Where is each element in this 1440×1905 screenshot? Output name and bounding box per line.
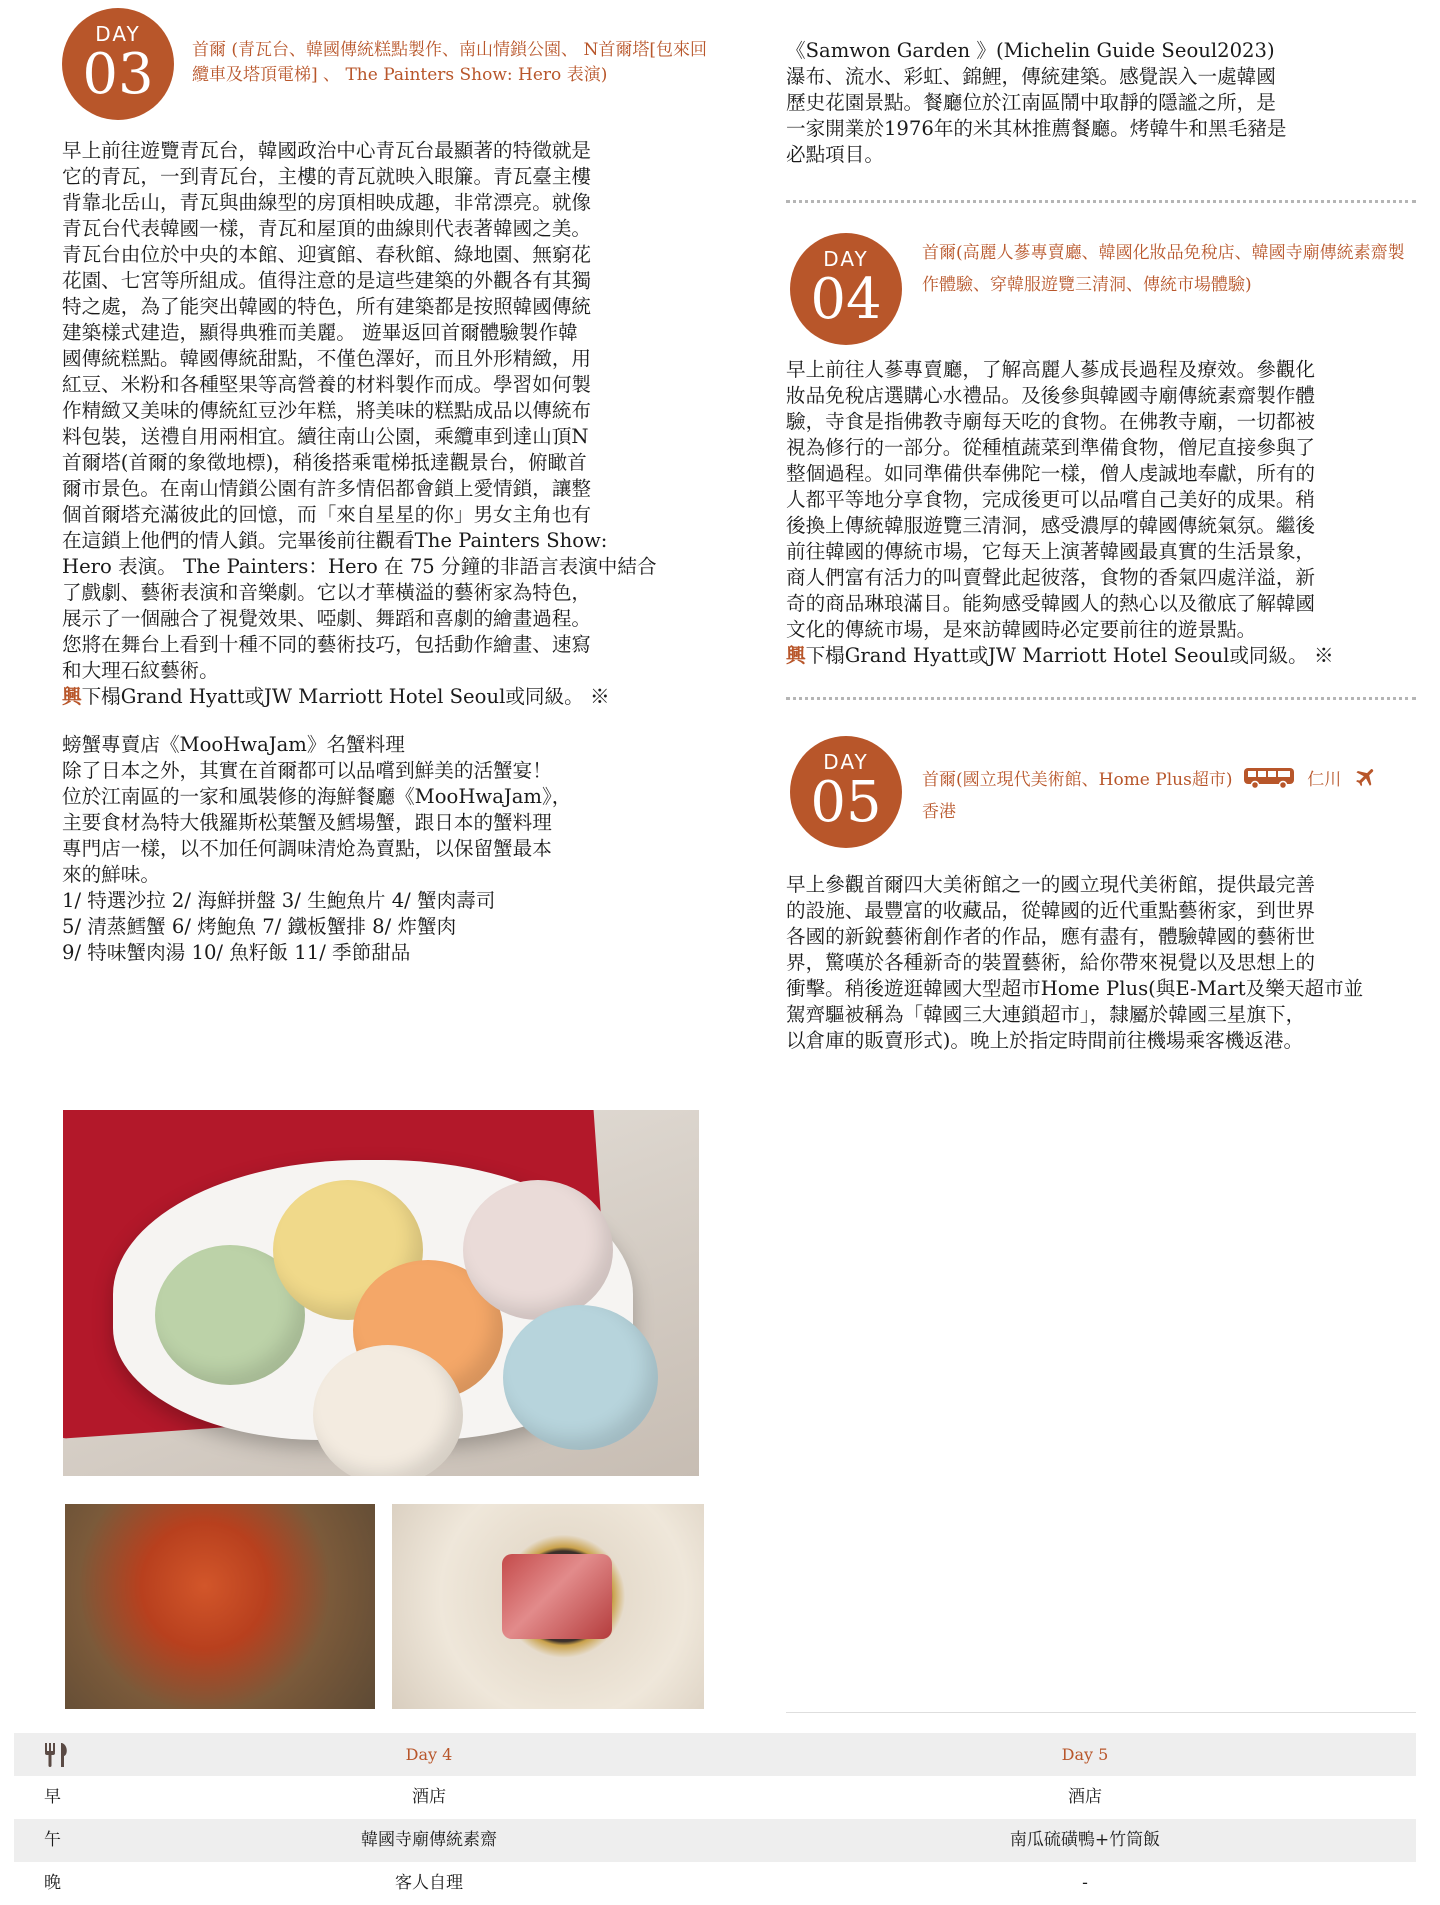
day5-line: 駕齊驅被稱為「韓國三大連鎖超市」，隸屬於韓國三星旗下， bbox=[786, 1003, 1306, 1026]
restaurant-line: 除了日本之外，其實在首爾都可以品嚐到鮮美的活蟹宴！ bbox=[62, 759, 552, 782]
meal-table bbox=[14, 1733, 1416, 1905]
samwon-line: 《Samwon Garden 》(Michelin Guide Seoul2023) bbox=[786, 39, 1275, 62]
day3-line: 青瓦台由位於中央的本館、迎賓館、春秋館、綠地園、無窮花 bbox=[62, 243, 592, 266]
meal-cell-day4: 客人自理 bbox=[395, 1873, 463, 1893]
day3-hotel bbox=[62, 684, 692, 710]
day3-hotel-text: 下榻Grand Hyatt或JW Marriott Hotel Seoul或同級。 ※ bbox=[81, 685, 610, 708]
samwon-line: 瀑布、流水、彩虹、錦鯉，傳統建築。感覺誤入一處韓國 bbox=[786, 65, 1276, 88]
day3-line: 早上前往遊覽青瓦台，韓國政治中心青瓦台最顯著的特徵就是 bbox=[62, 139, 592, 162]
day4-hotel bbox=[786, 643, 1416, 669]
day4-badge-word: DAY bbox=[823, 247, 869, 271]
sweet-pink bbox=[463, 1180, 613, 1320]
restaurant-line: 來的鮮味。 bbox=[62, 863, 160, 886]
day5-line: 界，驚嘆於各種新奇的裝置藝術，給你帶來視覺以及思想上的 bbox=[786, 951, 1316, 974]
day3-line: 個首爾塔充滿彼此的回憶，而「來自星星的你」男女主角也有 bbox=[62, 503, 592, 526]
day3-line: 展示了一個融合了視覺效果、啞劇、舞蹈和喜劇的繪畫過程。 bbox=[62, 607, 592, 630]
meal-cell-day5: 酒店 bbox=[1068, 1787, 1102, 1807]
day3-line: 特之處，為了能突出韓國的特色，所有建築都是按照韓國傳統 bbox=[62, 295, 592, 318]
meal-label: 早 bbox=[44, 1787, 61, 1807]
meal-row-dinner bbox=[14, 1862, 1416, 1905]
dotted-divider bbox=[786, 697, 1416, 700]
bus-icon bbox=[1242, 766, 1298, 790]
day5-line: 早上參觀首爾四大美術館之一的國立現代美術館，提供最完善 bbox=[786, 873, 1316, 896]
day4-header bbox=[786, 233, 1416, 353]
day3-line: 建築樣式建造，顯得典雅而美麗。 遊畢返回首爾體驗製作韓 bbox=[62, 321, 578, 344]
plane-icon bbox=[1353, 765, 1379, 789]
day3-badge-number: 03 bbox=[82, 42, 154, 107]
day5-badge-number: 05 bbox=[810, 770, 882, 835]
sweet-white bbox=[313, 1345, 463, 1476]
day4-title: 首爾(高麗人蔘專賣廳、韓國化妝品免稅店、韓國寺廟傳統素齋製作體驗、穿韓服遊覽三清洞、傳統市場體驗) bbox=[922, 243, 1405, 295]
day3-line: 背靠北岳山，青瓦與曲線型的房頂相映成趣，非常漂亮。就像 bbox=[62, 191, 592, 214]
day3-title: 首爾 (青瓦台、韓國傳統糕點製作、南山情鎖公園、 N首爾塔[包來回纜車及塔頂電梯] 、 The Painters Show: Hero 表演) bbox=[192, 40, 707, 85]
day3-line: 爾市景色。在南山情鎖公園有許多情侶都會鎖上愛情鎖，讓整 bbox=[62, 477, 592, 500]
day4-line: 文化的傳統市場，是來訪韓國時必定要前往的遊景點。 bbox=[786, 618, 1257, 641]
dotted-divider bbox=[786, 200, 1416, 203]
day5-description bbox=[786, 872, 1416, 1054]
day4-description bbox=[786, 357, 1416, 643]
restaurant-title: 螃蟹專賣店《MooHwaJam》名蟹料理 bbox=[62, 733, 405, 756]
day5-line: 以倉庫的販賣形式)。晚上於指定時間前往機場乘客機返港。 bbox=[786, 1029, 1304, 1052]
menu-row: 9/ 特味蟹肉湯 10/ 魚籽飯 11/ 季節甜品 bbox=[62, 941, 411, 964]
day3-line: 您將在舞台上看到十種不同的藝術技巧，包括動作繪畫、速寫 bbox=[62, 633, 592, 656]
day5-header bbox=[786, 736, 1416, 856]
restaurant-line: 主要食材為特大俄羅斯松葉蟹及鱈場蟹，跟日本的蟹料理 bbox=[62, 811, 552, 834]
day4-line: 早上前往人蔘專賣廳，了解高麗人蔘成長過程及療效。參觀化 bbox=[786, 358, 1316, 381]
day4-line: 驗，寺食是指佛教寺廟每天吃的食物。在佛教寺廟，一切都被 bbox=[786, 410, 1316, 433]
day3-line: 國傳統糕點。韓國傳統甜點，不僅色澤好，而且外形精緻，用 bbox=[62, 347, 592, 370]
meal-row-breakfast bbox=[14, 1776, 1416, 1819]
day5-line: 各國的新銳藝術創作者的作品，應有盡有，體驗韓國的藝術世 bbox=[786, 925, 1316, 948]
hotel-icon: 興 bbox=[786, 644, 806, 667]
hotel-icon: 興 bbox=[62, 685, 82, 708]
day4-hotel-text: 下榻Grand Hyatt或JW Marriott Hotel Seoul或同級。 ※ bbox=[805, 644, 1334, 667]
meal-header-day4: Day 4 bbox=[405, 1745, 453, 1764]
meal-header-day5: Day 5 bbox=[1061, 1745, 1109, 1764]
day4-badge-number: 04 bbox=[810, 267, 882, 332]
day3-header bbox=[62, 8, 707, 132]
day5-badge bbox=[790, 736, 902, 848]
restaurant-line: 位於江南區的一家和風裝修的海鮮餐廳《MooHwaJam》， bbox=[62, 785, 572, 808]
restaurant-section bbox=[62, 732, 692, 966]
sweet-blue bbox=[503, 1305, 658, 1450]
day5-badge-word: DAY bbox=[823, 750, 869, 774]
right-column bbox=[786, 0, 1416, 1054]
day5-title-line2: 香港 bbox=[922, 802, 956, 822]
menu-row: 1/ 特選沙拉 2/ 海鮮拼盤 3/ 生鮑魚片 4/ 蟹肉壽司 bbox=[62, 889, 496, 912]
day4-line: 後換上傳統韓服遊覽三清洞，感受濃厚的韓國傳統氣氛。繼後 bbox=[786, 514, 1316, 537]
day3-line: Hero 表演。 The Painters：Hero 在 75 分鐘的非語言表演中結合 bbox=[62, 555, 657, 578]
day3-line: 作精緻又美味的傳統紅豆沙年糕，將美味的糕點成品以傳統布 bbox=[62, 399, 592, 422]
samwon-line: 一家開業於1976年的米其林推薦餐廳。烤韓牛和黑毛豬是 bbox=[786, 117, 1287, 140]
meal-table-header bbox=[14, 1733, 1416, 1776]
samwon-section bbox=[786, 38, 1416, 168]
day3-badge-word: DAY bbox=[95, 22, 141, 46]
left-column bbox=[62, 0, 707, 966]
day4-line: 前往韓國的傳統市場，它每天上演著韓國最真實的生活景象， bbox=[786, 540, 1316, 563]
day3-line: 料包裝，送禮自用兩相宜。續往南山公園，乘纜車到達山頂N bbox=[62, 425, 589, 448]
meal-label: 晚 bbox=[44, 1873, 61, 1893]
day4-line: 奇的商品琳琅滿目。能夠感受韓國人的熱心以及徹底了解韓國 bbox=[786, 592, 1316, 615]
day4-line: 整個過程。如同準備供奉佛陀一樣，僧人虔誠地奉獻，所有的 bbox=[786, 462, 1316, 485]
day5-title bbox=[922, 764, 1416, 828]
day3-line: 青瓦台代表韓國一樣，青瓦和屋頂的曲線則代表著韓國之美。 bbox=[62, 217, 592, 240]
day3-line: 首爾塔(首爾的象徵地標)，稍後搭乘電梯抵達觀景台，俯瞰首 bbox=[62, 451, 587, 474]
meal-cell-day5: 南瓜硫磺鴨+竹筒飯 bbox=[1009, 1830, 1161, 1850]
meal-cell-day5: - bbox=[1082, 1873, 1088, 1893]
day3-badge bbox=[62, 8, 174, 120]
samwon-line: 必點項目。 bbox=[786, 143, 884, 166]
meal-cell-day4: 酒店 bbox=[412, 1787, 446, 1807]
wagashi-photo bbox=[63, 1110, 699, 1476]
crab-photo bbox=[65, 1504, 375, 1709]
day3-line: 了戲劇、藝術表演和音樂劇。它以才華橫溢的藝術家為特色， bbox=[62, 581, 592, 604]
fork-knife-icon bbox=[42, 1741, 72, 1769]
day4-badge bbox=[790, 233, 902, 345]
meal-cell-day4: 韓國寺廟傳統素齋 bbox=[361, 1830, 497, 1850]
day3-line: 紅豆、米粉和各種堅果等高營養的材料製作而成。學習如何製 bbox=[62, 373, 592, 396]
menu-row: 5/ 清蒸鱈蟹 6/ 烤鮑魚 7/ 鐵板蟹排 8/ 炸蟹肉 bbox=[62, 915, 457, 938]
day3-line: 花園、七宮等所組成。值得注意的是這些建築的外觀各有其獨 bbox=[62, 269, 592, 292]
wagyu-slices bbox=[502, 1554, 612, 1639]
restaurant-line: 專門店一樣，以不加任何調味清炝為賣點，以保留蟹最本 bbox=[62, 837, 552, 860]
day3-line: 在這鎖上他們的情人鎖。完畢後前往觀看The Painters Show: bbox=[62, 529, 608, 552]
day4-line: 妝品免稅店選購心水禮品。及後參與韓國寺廟傳統素齋製作體 bbox=[786, 384, 1316, 407]
day5-line: 的設施、最豐富的收藏品，從韓國的近代重點藝術家，到世界 bbox=[786, 899, 1316, 922]
day3-description bbox=[62, 138, 692, 684]
day4-line: 人都平等地分享食物，完成後更可以品嚐自己美好的成果。稍 bbox=[786, 488, 1316, 511]
day3-line: 和大理石紋藝術。 bbox=[62, 659, 219, 682]
bbq-photo bbox=[392, 1504, 704, 1709]
meal-row-lunch bbox=[14, 1819, 1416, 1862]
day5-title-main: 首爾(國立現代美術館、Home Plus超市) bbox=[922, 770, 1233, 790]
day5-title-destination: 仁川 bbox=[1307, 770, 1342, 790]
samwon-line: 歷史花園景點。餐廳位於江南區鬧中取靜的隱謐之所，是 bbox=[786, 91, 1276, 114]
day3-line: 它的青瓦，一到青瓦台，主樓的青瓦就映入眼簾。青瓦臺主樓 bbox=[62, 165, 592, 188]
day5-line: 衝擊。稍後遊逛韓國大型超市Home Plus(與E-Mart及樂天超市並 bbox=[786, 977, 1364, 1000]
meal-label: 午 bbox=[44, 1830, 61, 1850]
day4-line: 商人們富有活力的叫賣聲此起彼落，食物的香氣四處洋溢，新 bbox=[786, 566, 1316, 589]
right-column-rule bbox=[786, 1712, 1416, 1713]
day4-line: 視為修行的一部分。從種植蔬菜到準備食物，僧尼直接參與了 bbox=[786, 436, 1316, 459]
